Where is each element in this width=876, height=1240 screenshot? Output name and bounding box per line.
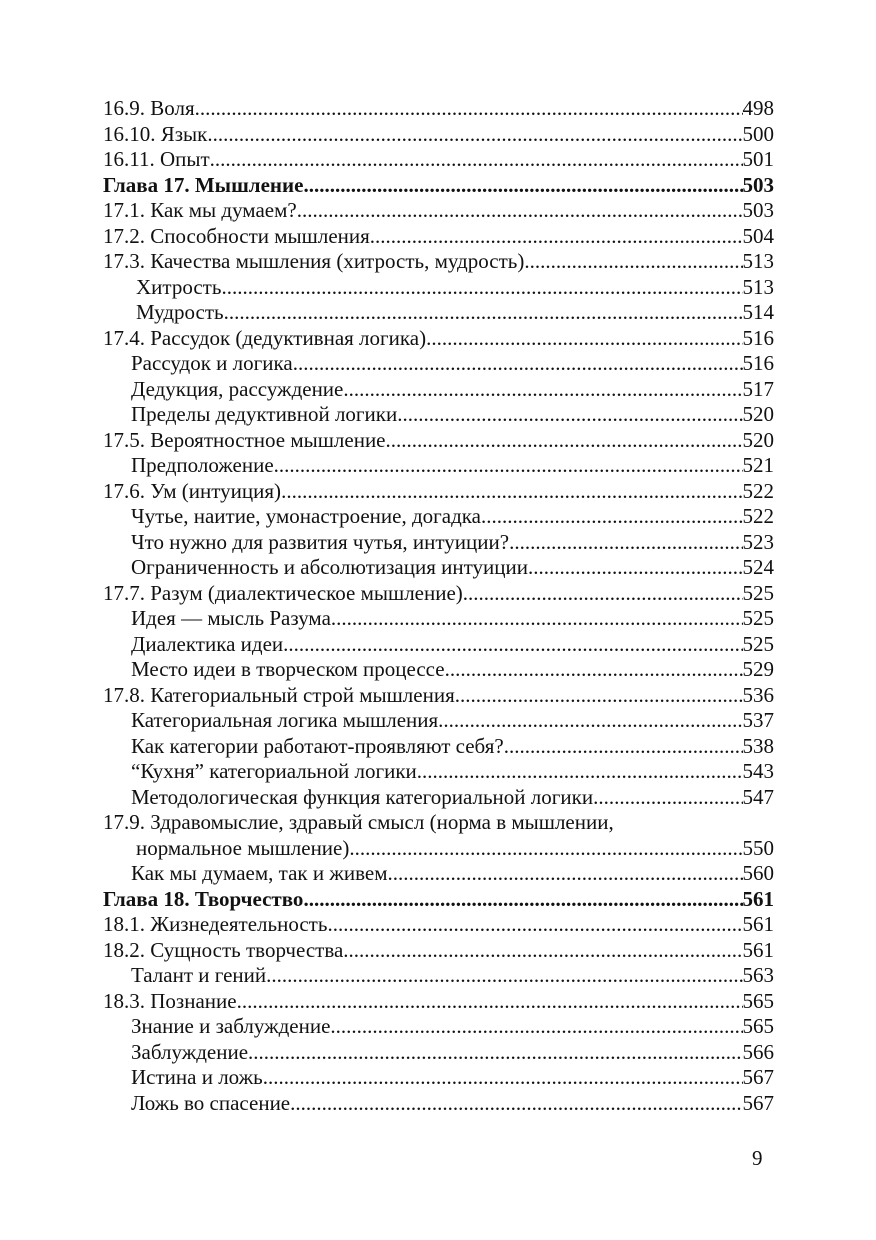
- toc-entry-title: Истина и ложь: [131, 1065, 263, 1089]
- dot-leader: [221, 275, 742, 301]
- toc-entry-page: 516: [742, 325, 774, 350]
- toc-entry: [103, 402, 774, 428]
- toc-entry-title: Как мы думаем, так и живем: [131, 861, 388, 885]
- toc-entry: [103, 198, 774, 224]
- toc-entry-title: 17.8. Категориальный строй мышления: [103, 682, 455, 707]
- toc-entry: [103, 1014, 774, 1040]
- dot-leader: [343, 938, 742, 964]
- toc-entry-wrapped: [103, 810, 774, 836]
- dot-leader: [528, 555, 743, 581]
- toc-entry-page: 566: [742, 1039, 774, 1064]
- dot-leader: [224, 300, 743, 326]
- toc-entry-title: Пределы дедуктивной логики: [131, 402, 398, 426]
- toc-entry-page: 525: [742, 580, 774, 605]
- toc-entry: [103, 1091, 774, 1117]
- toc-entry-page: 523: [742, 529, 774, 554]
- toc-entry: [103, 530, 774, 556]
- dot-leader: [297, 198, 743, 224]
- toc-entry-title: 17.3. Качества мышления (хитрость, мудрость): [103, 249, 525, 273]
- dot-leader: [210, 147, 743, 173]
- dot-leader: [387, 861, 742, 887]
- toc-entry-page: 563: [742, 963, 774, 987]
- toc-entry-page: 503: [742, 198, 774, 222]
- toc-entry: [103, 683, 774, 709]
- dot-leader: [593, 785, 742, 811]
- toc-entry: [103, 428, 774, 454]
- toc-entry-title: Методологическая функция категориальной логики: [131, 784, 594, 809]
- dot-leader: [281, 479, 742, 505]
- toc-entry: [103, 938, 774, 964]
- dot-leader: [438, 708, 742, 734]
- dot-leader: [237, 989, 743, 1015]
- dot-leader: [504, 734, 743, 760]
- dot-leader: [293, 351, 743, 377]
- toc-entry-title: Категориальная логика мышления: [131, 708, 439, 732]
- toc-entry-page: 561: [742, 886, 774, 911]
- dot-leader: [207, 122, 742, 148]
- toc-entry-page: 547: [742, 784, 774, 809]
- toc-entry-title: Знание и заблуждение: [131, 1014, 331, 1038]
- toc-entry: [103, 963, 774, 989]
- toc-entry-title: Как категории работают-проявляют себя?: [131, 733, 504, 758]
- dot-leader: [263, 1065, 743, 1091]
- toc-entry-title: Ограниченность и абсолютизация интуиции: [131, 555, 528, 579]
- toc-entry: [103, 657, 774, 683]
- toc-entry-page: 561: [742, 937, 774, 962]
- toc-entry-title: 17.9. Здравомыслие, здравый смысл (норма в мышлении,: [103, 810, 614, 834]
- toc-entry: [103, 989, 774, 1015]
- toc-entry-page: 522: [742, 478, 774, 503]
- dot-leader: [463, 581, 743, 607]
- toc-entry-page: 521: [742, 453, 774, 477]
- toc-entry-page: 516: [742, 351, 774, 375]
- toc-entry-title: Что нужно для развития чутья, интуиции?: [131, 529, 510, 554]
- toc-entry: [103, 224, 774, 250]
- toc-entry: [103, 785, 774, 811]
- toc-entry-page: 522: [742, 504, 774, 528]
- toc-entry-title: 17.2. Способности мышления: [103, 223, 370, 248]
- toc-entry: [103, 759, 774, 785]
- toc-entry-title: 18.2. Сущность творчества: [103, 937, 344, 962]
- toc-entry-title: Место идеи в творческом процессе: [131, 657, 445, 681]
- toc-entry: [103, 606, 774, 632]
- toc-entry-page: 504: [742, 223, 774, 248]
- toc-entry-page: 565: [742, 988, 774, 1013]
- toc-entry-title: Идея — мысль Разума: [131, 606, 331, 630]
- toc-entry-page: 501: [742, 147, 774, 171]
- toc-entry-title: 16.9. Воля: [103, 96, 195, 120]
- dot-leader: [426, 326, 742, 352]
- dot-leader: [524, 249, 742, 275]
- toc-entry-title: Ложь во спасение: [131, 1090, 291, 1115]
- toc-entry-title: Диалектика идеи: [131, 631, 284, 656]
- toc-entry-page: 517: [742, 376, 774, 401]
- toc-entry: [103, 1065, 774, 1091]
- dot-leader: [248, 1040, 742, 1066]
- toc-entry: [103, 708, 774, 734]
- toc-entry-title: Заблуждение: [131, 1039, 249, 1064]
- toc-entry-page: 520: [742, 427, 774, 452]
- toc-entry-title: 18.1. Жизнедеятельность: [103, 912, 328, 936]
- dot-leader: [397, 402, 742, 428]
- dot-leader: [343, 377, 742, 403]
- toc-entry-page: 538: [742, 733, 774, 758]
- toc-entry-page: 560: [742, 861, 774, 885]
- toc-entry-title: 17.6. Ум (интуиция): [103, 478, 282, 503]
- dot-leader: [327, 912, 742, 938]
- toc-entry-page: 524: [742, 555, 774, 579]
- toc-entry-title: Мудрость: [136, 300, 224, 324]
- toc-entry-title: Дедукция, рассуждение: [131, 376, 344, 401]
- toc-entry-page: 525: [742, 631, 774, 656]
- dot-leader: [370, 224, 743, 250]
- toc-entry: [103, 453, 774, 479]
- dot-leader: [481, 504, 743, 530]
- toc-entry: [103, 249, 774, 275]
- toc-entry-title: Чутье, наитие, умонастроение, догадка: [131, 504, 481, 528]
- toc-entry-title: 16.10. Язык: [103, 121, 208, 146]
- toc-entry-page: 513: [742, 274, 774, 299]
- toc-entry: [103, 377, 774, 403]
- toc-entry-page: 503: [742, 172, 774, 197]
- dot-leader: [195, 96, 743, 122]
- toc-entry-title: Талант и гений: [131, 963, 267, 987]
- toc-entry-title: 17.5. Вероятностное мышление: [103, 427, 386, 452]
- toc-entry-title: 17.1. Как мы думаем?: [103, 198, 297, 222]
- toc-entry-title: “Кухня” категориальной логики: [131, 759, 417, 783]
- dot-leader: [455, 683, 743, 709]
- dot-leader: [509, 530, 742, 556]
- toc-entry-page: 543: [742, 759, 774, 783]
- toc-chapter-entry: [103, 173, 774, 199]
- toc-entry-page: 500: [742, 121, 774, 146]
- toc-entry-page: 550: [742, 835, 774, 860]
- toc-entry-title: 17.4. Рассудок (дедуктивная логика): [103, 325, 427, 350]
- toc-chapter-entry: [103, 887, 774, 913]
- toc-entry: [103, 479, 774, 505]
- toc-entry: [103, 836, 774, 862]
- toc-entry-page: 567: [742, 1090, 774, 1115]
- toc-entry-title: Хитрость: [136, 274, 222, 299]
- toc-entry-title: Предположение: [131, 453, 274, 477]
- toc-entry-title: 17.7. Разум (диалектическое мышление): [103, 580, 463, 605]
- toc-entry-page: 498: [742, 96, 774, 120]
- toc-entry: [103, 912, 774, 938]
- toc-entry: [103, 632, 774, 658]
- toc-entry: [103, 351, 774, 377]
- toc-entry: [103, 734, 774, 760]
- toc-entry: [103, 1040, 774, 1066]
- dot-leader: [417, 759, 743, 785]
- toc-entry-page: 565: [742, 1014, 774, 1038]
- toc-entry: [103, 300, 774, 326]
- dot-leader: [331, 606, 743, 632]
- toc-entry: [103, 555, 774, 581]
- toc-entry-page: 520: [742, 402, 774, 426]
- toc-entry: [103, 275, 774, 301]
- toc-entry-page: 529: [742, 657, 774, 681]
- toc-entry-page: 513: [742, 249, 774, 273]
- toc-entry-title: 16.11. Опыт: [103, 147, 210, 171]
- dot-leader: [290, 1091, 742, 1117]
- toc-entry-title: Рассудок и логика: [131, 351, 293, 375]
- toc-entry-title: нормальное мышление): [136, 835, 350, 860]
- toc-entry-page: 537: [742, 708, 774, 732]
- dot-leader: [330, 1014, 742, 1040]
- toc-entry-page: 536: [742, 682, 774, 707]
- toc-entry-title: Глава 17. Мышление: [103, 172, 304, 197]
- toc-entry: [103, 122, 774, 148]
- toc-entry: [103, 581, 774, 607]
- toc-entry: [103, 147, 774, 173]
- table-of-contents: [103, 96, 774, 1116]
- toc-entry-title: 18.3. Познание: [103, 988, 237, 1013]
- toc-entry-page: 561: [742, 912, 774, 936]
- dot-leader: [349, 836, 742, 862]
- toc-entry: [103, 326, 774, 352]
- dot-leader: [303, 173, 742, 199]
- toc-entry-page: 567: [742, 1065, 774, 1089]
- dot-leader: [274, 453, 743, 479]
- dot-leader: [445, 657, 743, 683]
- toc-entry-title: Глава 18. Творчество: [103, 886, 304, 911]
- page-number: 9: [752, 1146, 763, 1170]
- toc-entry: [103, 96, 774, 122]
- dot-leader: [303, 887, 742, 913]
- toc-entry-page: 514: [742, 300, 774, 324]
- dot-leader: [386, 428, 743, 454]
- toc-entry: [103, 861, 774, 887]
- dot-leader: [283, 632, 742, 658]
- toc-entry-page: 525: [742, 606, 774, 630]
- toc-entry: [103, 504, 774, 530]
- dot-leader: [266, 963, 742, 989]
